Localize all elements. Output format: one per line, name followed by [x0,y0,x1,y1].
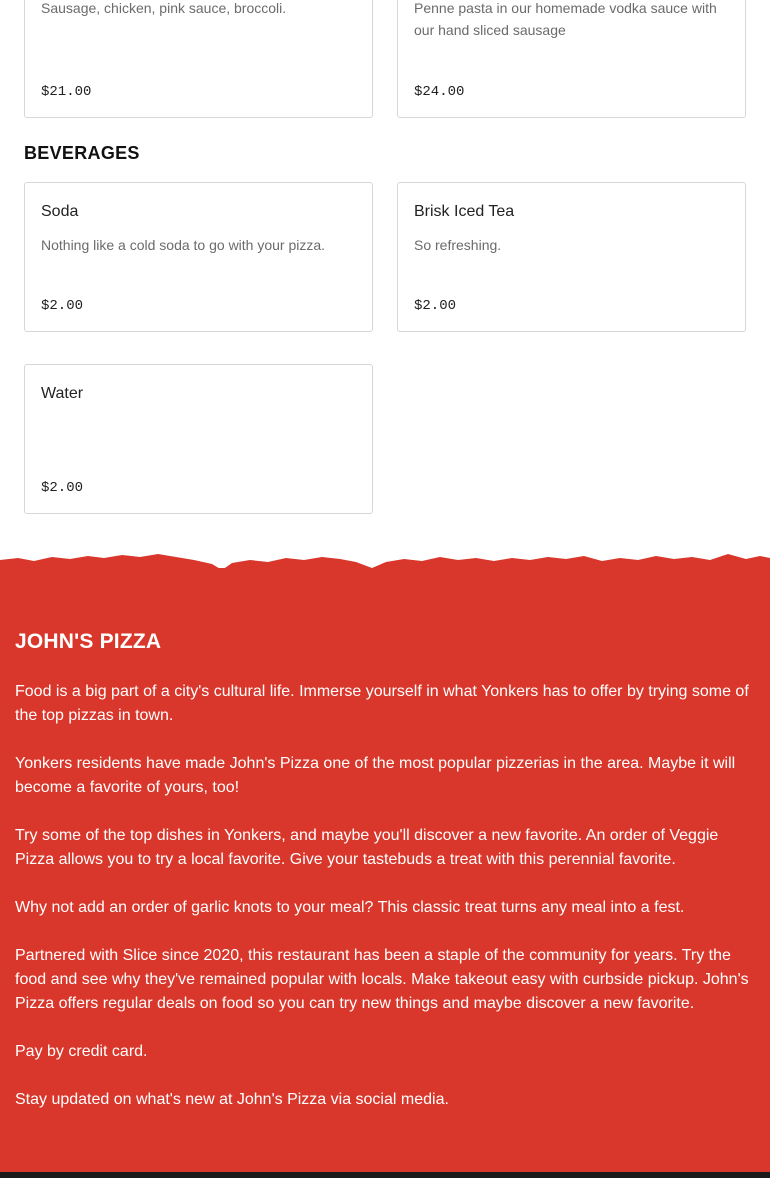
menu-item-description: Nothing like a cold soda to go with your pizza. [41,237,326,253]
about-paragraph: Partnered with Slice since 2020, this restaurant has been a staple of the community for years. Try the food and see why they've remained popular with locals. Make takeout easy with curbside pickup. John's Pizza offers regular deals on food so you can try new things and maybe discover a new favorite. [15,947,749,1012]
menu-item-price: $21.00 [41,84,92,100]
about-paragraph: Pay by credit card. [15,1043,148,1060]
about-paragraph: Try some of the top dishes in Yonkers, and maybe you'll discover a new favorite. An order of Veggie Pizza allows you to try a local favorite. Give your tastebuds a treat with this perennial favorite. [15,827,719,868]
restaurant-name: JOHN'S PIZZA [15,630,162,653]
menu-item-price: $2.00 [41,298,84,314]
about-paragraph: Food is a big part of a city's cultural life. Immerse yourself in what Yonkers has to offer by trying some of the top pizzas in town. [15,683,749,724]
menu-item-card-soda[interactable] [24,182,373,332]
menu-item-description: So refreshing. [414,237,502,253]
menu-item-card-water[interactable] [24,364,373,514]
menu-item-card-brisk-iced-tea[interactable] [397,182,746,332]
section-title-beverages: BEVERAGES [24,143,140,163]
about-footer [0,548,770,1178]
menu-section [0,0,770,560]
menu-item-price: $2.00 [41,480,84,496]
menu-item-card-nicks-special[interactable] [24,0,373,118]
page-bottom-bar [0,1172,770,1178]
menu-item-description: Penne pasta in our homemade vodka sauce with our hand sliced sausage [414,0,717,38]
menu-item-title: Water [41,385,84,402]
menu-item-price: $2.00 [414,298,457,314]
about-text [15,680,760,1136]
about-paragraph: Yonkers residents have made John's Pizza one of the most popular pizzerias in the area. Maybe it will become a favorite of yours, too! [15,755,736,796]
menu-item-card-penne-vodka[interactable] [397,0,746,118]
menu-item-price: $24.00 [414,84,465,100]
menu-item-description: Sausage, chicken, pink sauce, broccoli. [41,0,287,16]
about-paragraph: Why not add an order of garlic knots to your meal? This classic treat turns any meal into a fest. [15,899,685,916]
menu-item-title: Brisk Iced Tea [414,203,515,220]
about-paragraph: Stay updated on what's new at John's Pizza via social media. [15,1091,449,1108]
menu-item-title: Soda [41,203,79,220]
